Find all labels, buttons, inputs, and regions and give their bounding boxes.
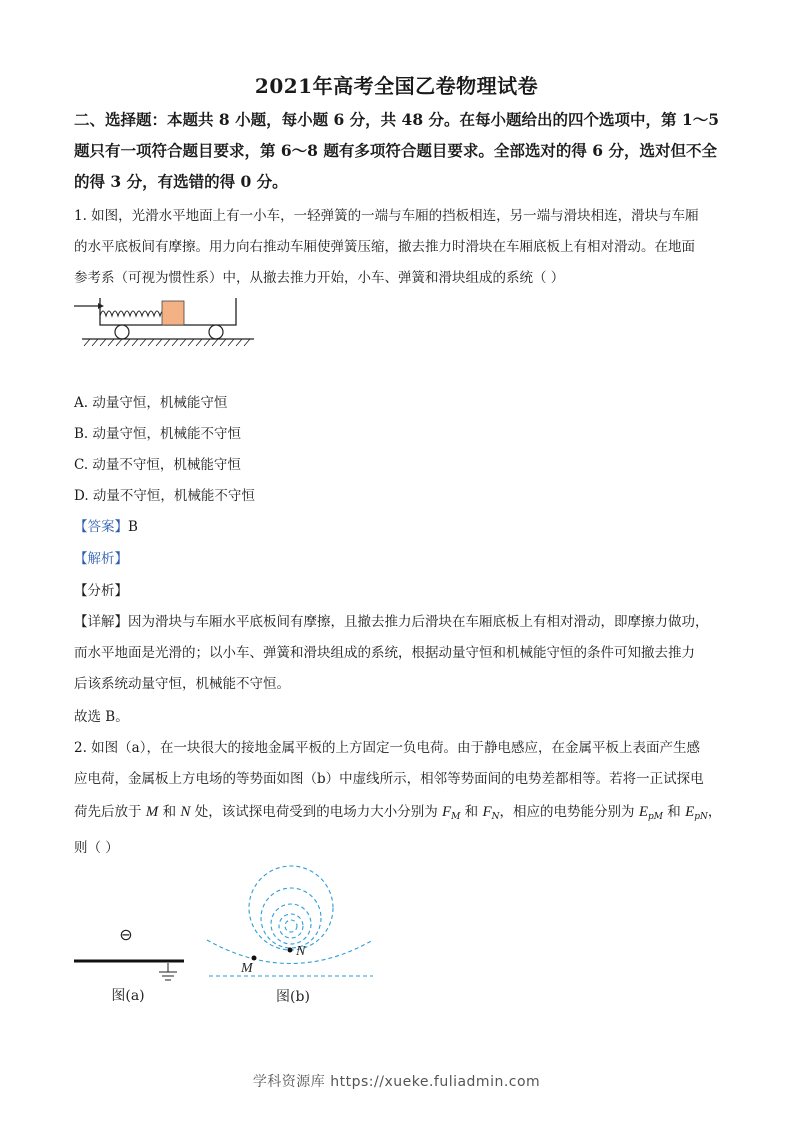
symbol-N: N [180, 804, 191, 820]
q2-figure-a [70, 920, 190, 1010]
q2-stem-line-2: 应电荷，金属板上方电场的等势面如图（b）中虚线所示，相邻等势面间的电势差都相等。若将一正试探电 [74, 771, 704, 787]
answer-label: 【答案】 [74, 519, 128, 535]
q1-answer [74, 515, 138, 535]
q1-cart-figure [70, 294, 260, 352]
q1-detail-line-3: 后该系统动量守恒，机械能不守恒。 [74, 676, 290, 692]
q1-stem-line-1: 1. 如图，光滑水平地面上有一小车，一轻弹簧的一端与车厢的挡板相连，另一端与滑块相连，滑块与车厢 [74, 208, 699, 224]
text-fragment: 和 [460, 804, 483, 820]
q2-stem-line-3 [74, 800, 726, 822]
q1-analysis-label: 【解析】 [74, 551, 128, 567]
symbol-E: E [685, 804, 695, 820]
section-instructions-line-2: 题只有一项符合题目要求，第 6～8 题有多项符合题目要求。全部选对的得 6 分，选对但不全 [74, 141, 717, 160]
figure-a-caption: 图(a) [111, 988, 145, 1004]
q1-stem-line-3: 参考系（可视为惯性系）中，从撤去推力开始，小车、弹簧和滑块组成的系统（ ） [74, 270, 565, 286]
symbol-M: M [145, 804, 159, 820]
figure-b-caption: 图(b) [276, 989, 310, 1005]
q1-detail-line-2: 而水平地面是光滑的；以小车、弹簧和滑块组成的系统，根据动量守恒和机械能守恒的条件可知撤去推力 [74, 645, 695, 661]
negative-charge-symbol: ⊖ [119, 925, 133, 944]
point-M-label: M [241, 961, 253, 976]
text-fragment: 荷先后放于 [74, 804, 146, 820]
footer-watermark: 学科资源库 https://xueke.fuliadmin.com [252, 1074, 541, 1090]
q1-option-b: B. 动量守恒，机械能不守恒 [74, 426, 242, 442]
text-fragment: ， [707, 804, 722, 820]
subscript-M: M [451, 812, 461, 822]
subscript-N: N [491, 812, 500, 822]
subscript-pN: pN [694, 812, 708, 822]
q1-conclusion: 故选 B。 [74, 709, 129, 725]
text-fragment: 和 [158, 804, 181, 820]
q1-detail-line-1: 【详解】因为滑块与车厢水平底板间有摩擦，且撤去推力后滑块在车厢底板上有相对滑动，即摩擦力做功， [74, 614, 709, 630]
q1-option-d: D. 动量不守恒，机械能不守恒 [74, 488, 255, 504]
section-instructions-line-3: 的得 3 分，有选错的得 0 分。 [74, 172, 288, 191]
symbol-F: F [442, 804, 452, 820]
text-fragment: ，相应的电势能分别为 [499, 804, 639, 820]
section-instructions-line-1: 二、选择题：本题共 8 小题，每小题 6 分，共 48 分。在每小题给出的四个选项中，第 1～5 [74, 110, 719, 129]
symbol-E: E [638, 804, 648, 820]
q1-option-a: A. 动量守恒，机械能守恒 [74, 395, 228, 411]
text-fragment: 和 [662, 804, 686, 820]
q1-stem-line-2: 的水平底板间有摩擦。用力向右推动车厢使弹簧压缩，撤去推力时滑块在车厢底板上有相对滑动。在地面 [74, 239, 695, 255]
symbol-F: F [482, 804, 492, 820]
q1-option-c: C. 动量不守恒，机械能守恒 [74, 457, 241, 473]
subscript-pM: pM [648, 812, 663, 822]
q2-figure-b [205, 862, 380, 1010]
q1-fenxi-label: 【分析】 [74, 583, 128, 599]
page-title: 2021年高考全国乙卷物理试卷 [254, 74, 539, 98]
q2-stem-line-4: 则（ ） [74, 840, 119, 856]
answer-value: B [128, 519, 138, 535]
q2-stem-line-1: 2. 如图（a），在一块很大的接地金属平板的上方固定一负电荷。由于静电感应，在金属平板上表面产生感 [74, 740, 700, 756]
text-fragment: 处，该试探电荷受到的电场力大小分别为 [190, 804, 442, 820]
point-N-label: N [296, 944, 306, 959]
